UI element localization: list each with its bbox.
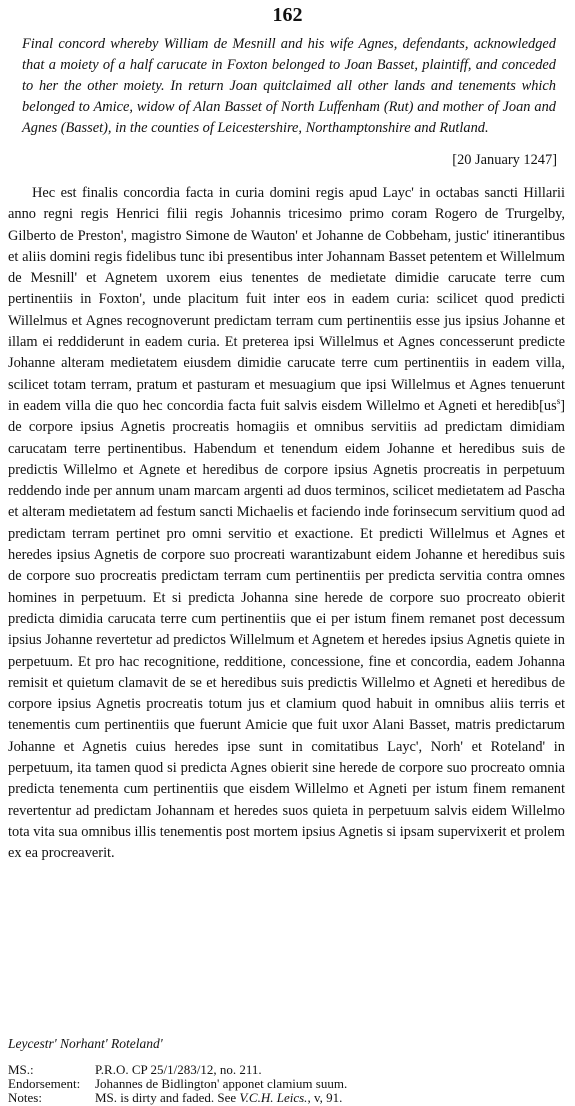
notes-value-ms: P.R.O. CP 25/1/283/12, no. 211.	[95, 1062, 262, 1077]
notes-label-ms: MS.:	[8, 1062, 34, 1077]
notes-row-notes	[8, 1091, 568, 1105]
summary-date: [20 January 1247]	[452, 152, 557, 168]
notes-value-notes-reference: V.C.H. Leics.	[239, 1090, 308, 1105]
notes-value-notes-text: MS. is dirty and faded. See	[95, 1090, 240, 1105]
notes-table	[8, 1063, 568, 1105]
notes-value-notes-tail: , v, 91.	[307, 1090, 343, 1105]
charter-text-part-1: Hec est finalis concordia facta in curia domini regis apud Layc' in octabas sancti Hillarii anno regni regis Henrici filii regis Johannis tricesimo primo coram Rogero de Trurgelby, Gilberto de Preston', magistro Simone de Wauton' et Johanne de Cobbeham, justic' itinerantibus et aliis domini regis fidelibus tunc ibi presentibus inter Johannam Basset petentem et Willelmum de Mesnill' et Agnetem uxorem eius tenentes de medietate dimidie carucate terre cum pertinentiis in Foxton', unde placitum fuit inter eos in eadem curia: scilicet quod predicti Willelmus et Agnes recognoverunt predictam terram cum pertinentiis esse jus ipsius Johanne et illam ei reddiderunt in eadem curia. Et preterea ipsi Willelmus et Agnes concesserunt predicte Johanne alteram medietatem eiusdem dimidie carucate terre cum pertinentiis in eadem villa, scilicet totam terram, pratum et pasturam et mesuagium que ipsi Willelmus et Agnes tenuerunt in eadem villa die quo hec concordia facta fuit salvis eisdem Willelmo et Agneti et heredib[us	[8, 185, 565, 414]
notes-label-notes: Notes:	[8, 1090, 42, 1105]
charter-text-part-2: ] de corpore ipsius Agnetis procreatis homagiis et omnibus servitiis ad predictam dimidiam carucatam terre pertinentibus. Habendum et tenendum eidem Johanne et heredibus suis de predictis Willelmo et Agnete et heredibus de corpore ipsius Agnetis procreatis in perpetuum reddendo inde per annum unam marcam argenti ad duos terminos, scilicet medietatem ad Pascha et alteram medietatem ad festum sancti Michaelis et faciendo inde forinsecum servitium quod ad predictam terram pertinet pro omni servitio et exactione. Et predicti Willelmus et Agnes et heredes ipsius Agnetis de corpore suo procreati warantizabunt eidem Johanne et heredibus suis de corpore suo procreatis predictam terram cum pertinentiis per predicta servitia contra omnes homines in perpetuum. Et si predicta Johanna sine herede de corpore suo procreato obierit predicta dimidia carucata terre cum pertinentiis que ei per istum finem remanet post decessum ipsius Johanne revertetur ad predictos Willelmum et Agnetem et heredes ipsius Agnetis quiete in perpetuum. Et pro hac recognitione, redditione, concessione, fine et concordia, eadem Johanna remisit et quietum clamavit de se et heredibus suis predictis Willelmo et Agneti et heredibus de corpore ipsius Agnetis procreatis totum jus et clamium quod habuit in omnibus aliis terris et tenementis cum pertinentiis que fuerunt Amicie que fuit uxor Alani Basset, matris predictarum Johanne et Agnetis cuius heredes ipse sunt in comitatibus Layc', Norh' et Roteland' in perpetuum, ita tamen quod si predicta Agnes obierit sine herede de corpore suo procreato omnia predicta tenementa cum pertinentiis que eisdem Willelmo et Agneti per istum finem remanent revertentur ad predictam Johannam et heredes suos quieta in perpetuum salvis eidem Willelmo tota vita sua omnibus illis tenementis post mortem ipsius Agnetis si ipsam supervixerit et prolem ex ea procreaverit.	[8, 397, 565, 862]
notes-row-ms	[8, 1063, 568, 1077]
notes-row-endorsement	[8, 1077, 568, 1091]
notes-label-endorsement: Endorsement:	[8, 1076, 81, 1091]
notes-value-notes	[95, 1091, 568, 1105]
charter-text	[8, 183, 565, 865]
counties: Leycestr' Norhant' Roteland'	[8, 1036, 163, 1051]
notes-value-endorsement: Johannes de Bidlington' apponet clamium suum.	[95, 1076, 348, 1091]
summary: Final concord whereby William de Mesnill and his wife Agnes, defendants, acknowledged that a moiety of a half carucate in Foxton belonged to Joan Basset, plaintiff, and conceded to her the other moiety. In return Joan quitclaimed all other lands and tenements which belonged to Amice, widow of Alan Basset of North Luffenham (Rut) and mother of Joan and Agnes (Basset), in the counties of Leicestershire, Northamptonshire and Rutland.	[22, 36, 556, 136]
charter-superscript: s	[556, 396, 561, 407]
page-number: 162	[272, 4, 303, 26]
